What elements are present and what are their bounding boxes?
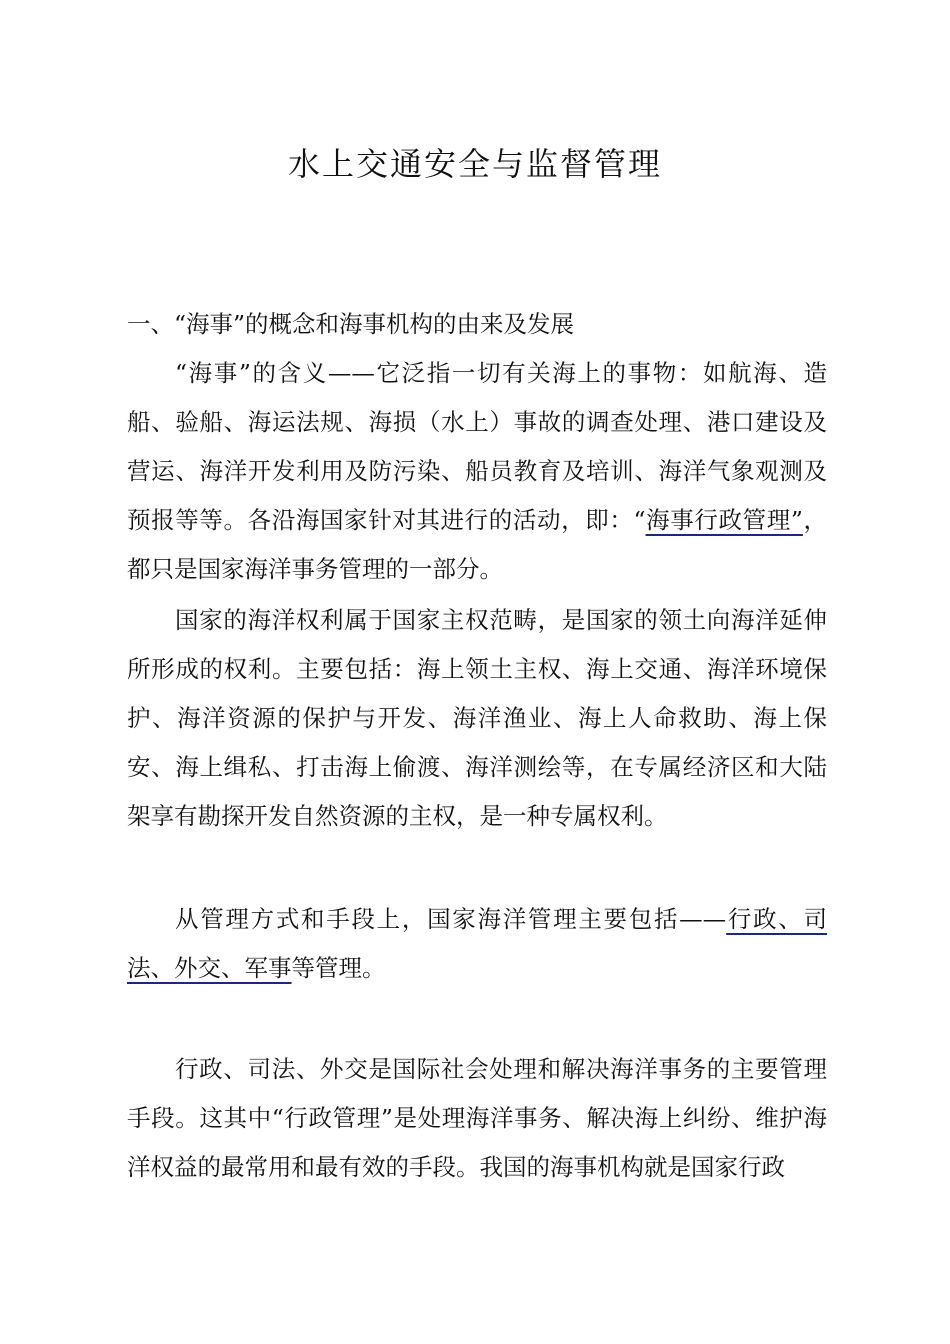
paragraph-text: 等管理。 bbox=[291, 954, 386, 982]
underlined-term: 海事行政管理” bbox=[645, 506, 803, 534]
paragraph-maritime-rights: 国家的海洋权利属于国家主权范畴，是国家的领土向海洋延伸所形成的权利。主要包括：海上领土主权、海上交通、海洋环境保护、海洋资源的保护与开发、海洋渔业、海上人命救助、海上保安、海上缉私、打击海上偷渡、海洋测绘等，在专属经济区和大陆架享有勘探开发自然资源的主权，是一种专属权利。 bbox=[127, 606, 827, 830]
paragraph-management-methods bbox=[127, 895, 827, 993]
paragraph-administrative-management: 行政、司法、外交是国际社会处理和解决海洋事务的主要管理手段。这其中“行政管理”是处理海洋事务、解决海上纠纷、维护海洋权益的最常用和最有效的手段。我国的海事机构就是国家行政 bbox=[127, 1055, 827, 1181]
paragraph-text: ，都只是国家海洋事务管理的一部分。 bbox=[127, 506, 828, 583]
section-heading: 一、“海事”的概念和海事机构的由来及发展 bbox=[127, 310, 575, 338]
underlined-term: 行政、司法、外交、军事 bbox=[127, 905, 828, 982]
paragraph-maritime-definition bbox=[127, 349, 827, 594]
document-title: 水上交通安全与监督管理 bbox=[287, 145, 662, 183]
paragraph-text: 从管理方式和手段上，国家海洋管理主要包括—— bbox=[175, 905, 727, 933]
paragraph-text: “海事”的含义——它泛指一切有关海上的事物：如航海、造船、验船、海运法规、海损（水上）事故的调查处理、港口建设及营运、海洋开发利用及防污染、船员教育及培训、海洋气象观测及预报等等。各沿海国家针对其进行的活动，即：“ bbox=[127, 359, 827, 534]
